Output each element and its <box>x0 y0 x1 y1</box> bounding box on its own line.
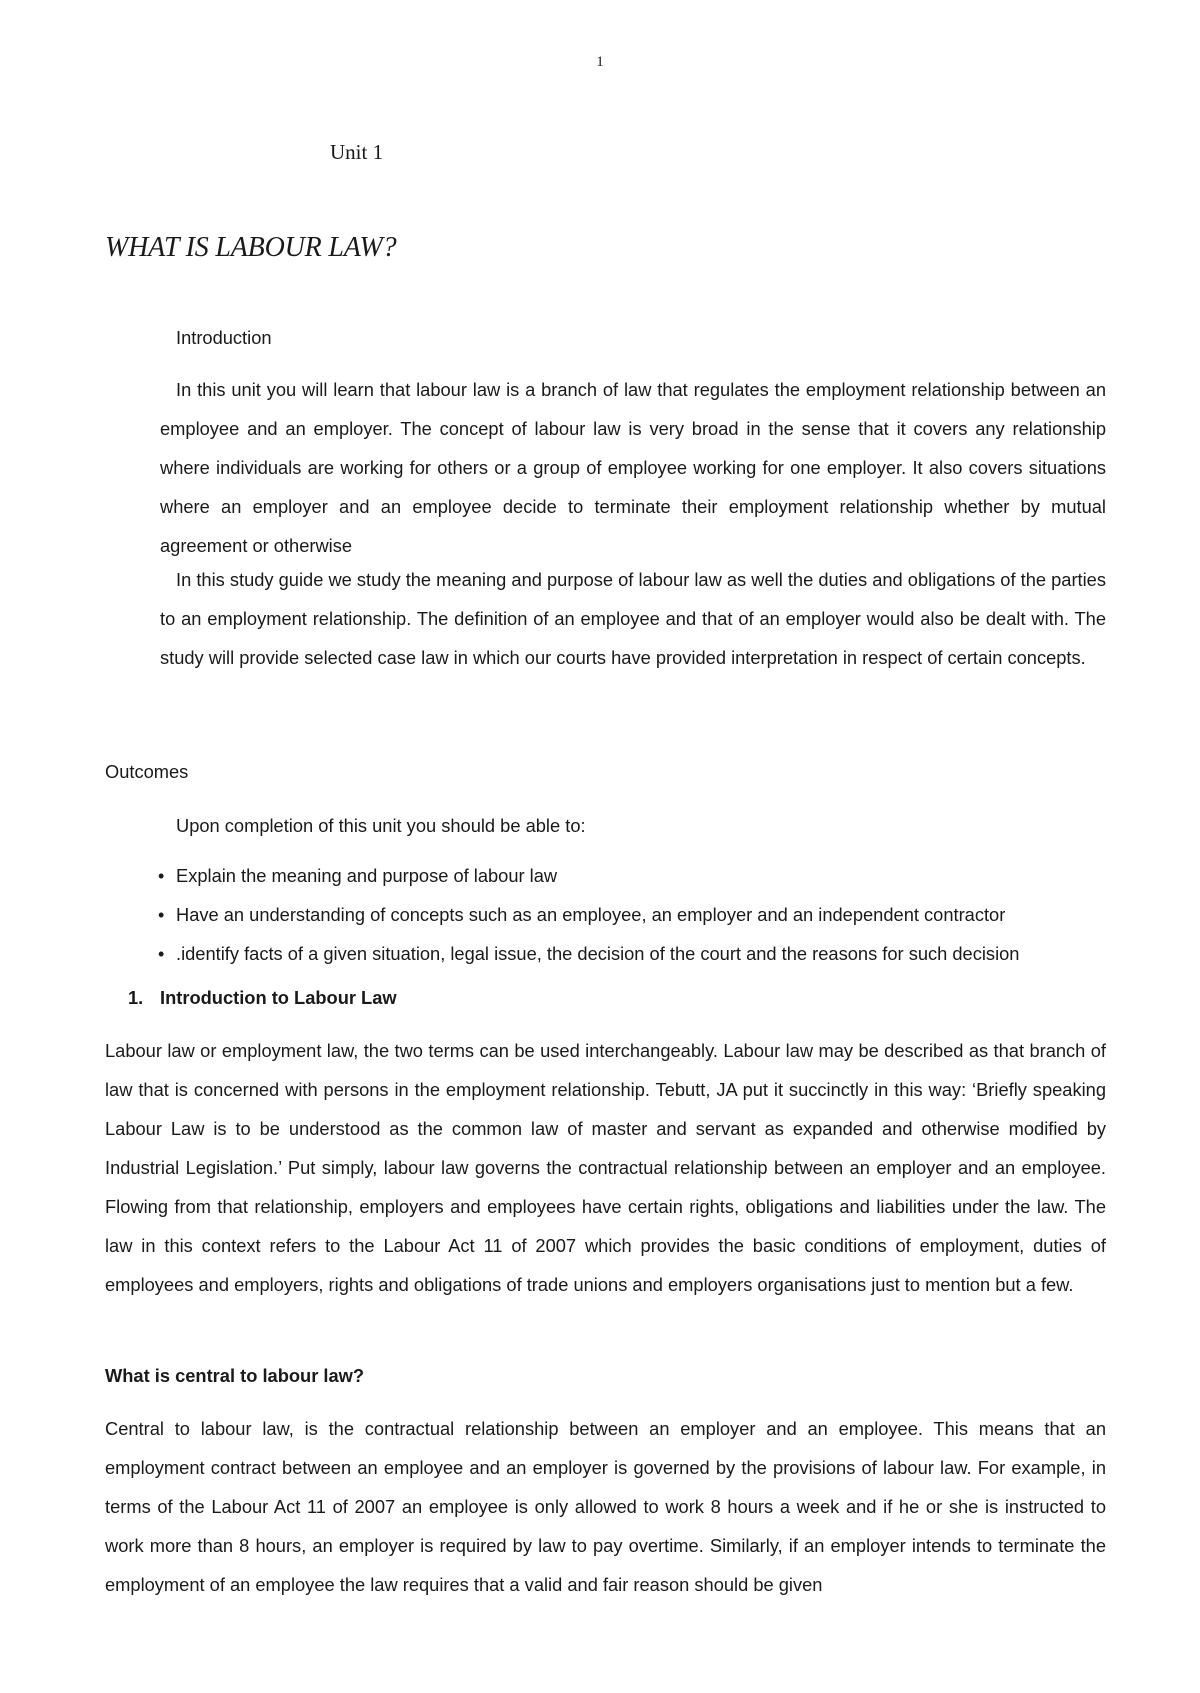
list-item <box>158 934 1019 973</box>
introduction-paragraph-2: In this study guide we study the meaning and purpose of labour law as well the duties and obligations of the parties to an employment relationship. The definition of an employee and that of an employer would also be dealt with. The study will provide selected case law in which our courts have provided interpretation in respect of certain concepts. <box>160 569 1106 668</box>
list-item-text: .identify facts of a given situation, legal issue, the decision of the court and the reasons for such decision <box>176 943 1020 964</box>
list-item <box>158 895 1019 934</box>
introduction-paragraph-1: In this unit you will learn that labour law is a branch of law that regulates the employment relationship between an employee and an employer. The concept of labour law is very broad in the sense that it covers any relationship where individuals are working for others or a group of employee working for one employer. It also covers situations where an employer and an employee decide to terminate their employment relationship whether by mutual agreement or otherwise <box>160 379 1106 556</box>
bullet-icon: • <box>158 905 165 925</box>
outcomes-lead: Upon completion of this unit you should be able to: <box>176 815 586 836</box>
list-item-text: Explain the meaning and purpose of labour law <box>176 865 558 886</box>
page-title: WHAT IS LABOUR LAW? <box>105 232 397 263</box>
unit-label: Unit 1 <box>330 140 384 164</box>
section-title: Introduction to Labour Law <box>160 987 397 1008</box>
list-item-text: Have an understanding of concepts such as an employee, an employer and an independent contractor <box>176 904 1006 925</box>
central-paragraph: Central to labour law, is the contractual relationship between an employer and an employee. This means that an employment contract between an employee and an employer is governed by the provisions of labour law. For example, in terms of the Labour Act 11 of 2007 an employee is only allowed to work 8 hours a week and if he or she is instructed to work more than 8 hours, an employer is required by law to pay overtime. Similarly, if an employer intends to terminate the employment of an employee the law requires that a valid and fair reason should be given <box>105 1418 1106 1595</box>
outcomes-heading: Outcomes <box>105 761 189 782</box>
page-number: 1 <box>596 54 604 70</box>
bullet-icon: • <box>158 866 165 886</box>
section-1-heading <box>128 978 397 1017</box>
section-1-paragraph: Labour law or employment law, the two terms can be used interchangeably. Labour law may be described as that branch of law that is concerned with persons in the employment relationship. Tebutt, JA put it succinctly in this way: ‘Briefly speaking Labour Law is to be understood as the common law of master and servant as expanded and otherwise modified by Industrial Legislation.’ Put simply, labour law governs the contractual relationship between an employer and an employee. Flowing from that relationship, employers and employees have certain rights, obligations and liabilities under the law. The law in this context refers to the Labour Act 11 of 2007 which provides the basic conditions of employment, duties of employees and employers, rights and obligations of trade unions and employers organisations just to mention but a few. <box>105 1040 1106 1295</box>
introduction-heading: Introduction <box>176 327 272 348</box>
list-item <box>158 856 1019 895</box>
central-heading: What is central to labour law? <box>105 1365 365 1386</box>
bullet-icon: • <box>158 944 165 964</box>
outcomes-list <box>158 856 1019 973</box>
section-number: 1. <box>128 987 144 1008</box>
